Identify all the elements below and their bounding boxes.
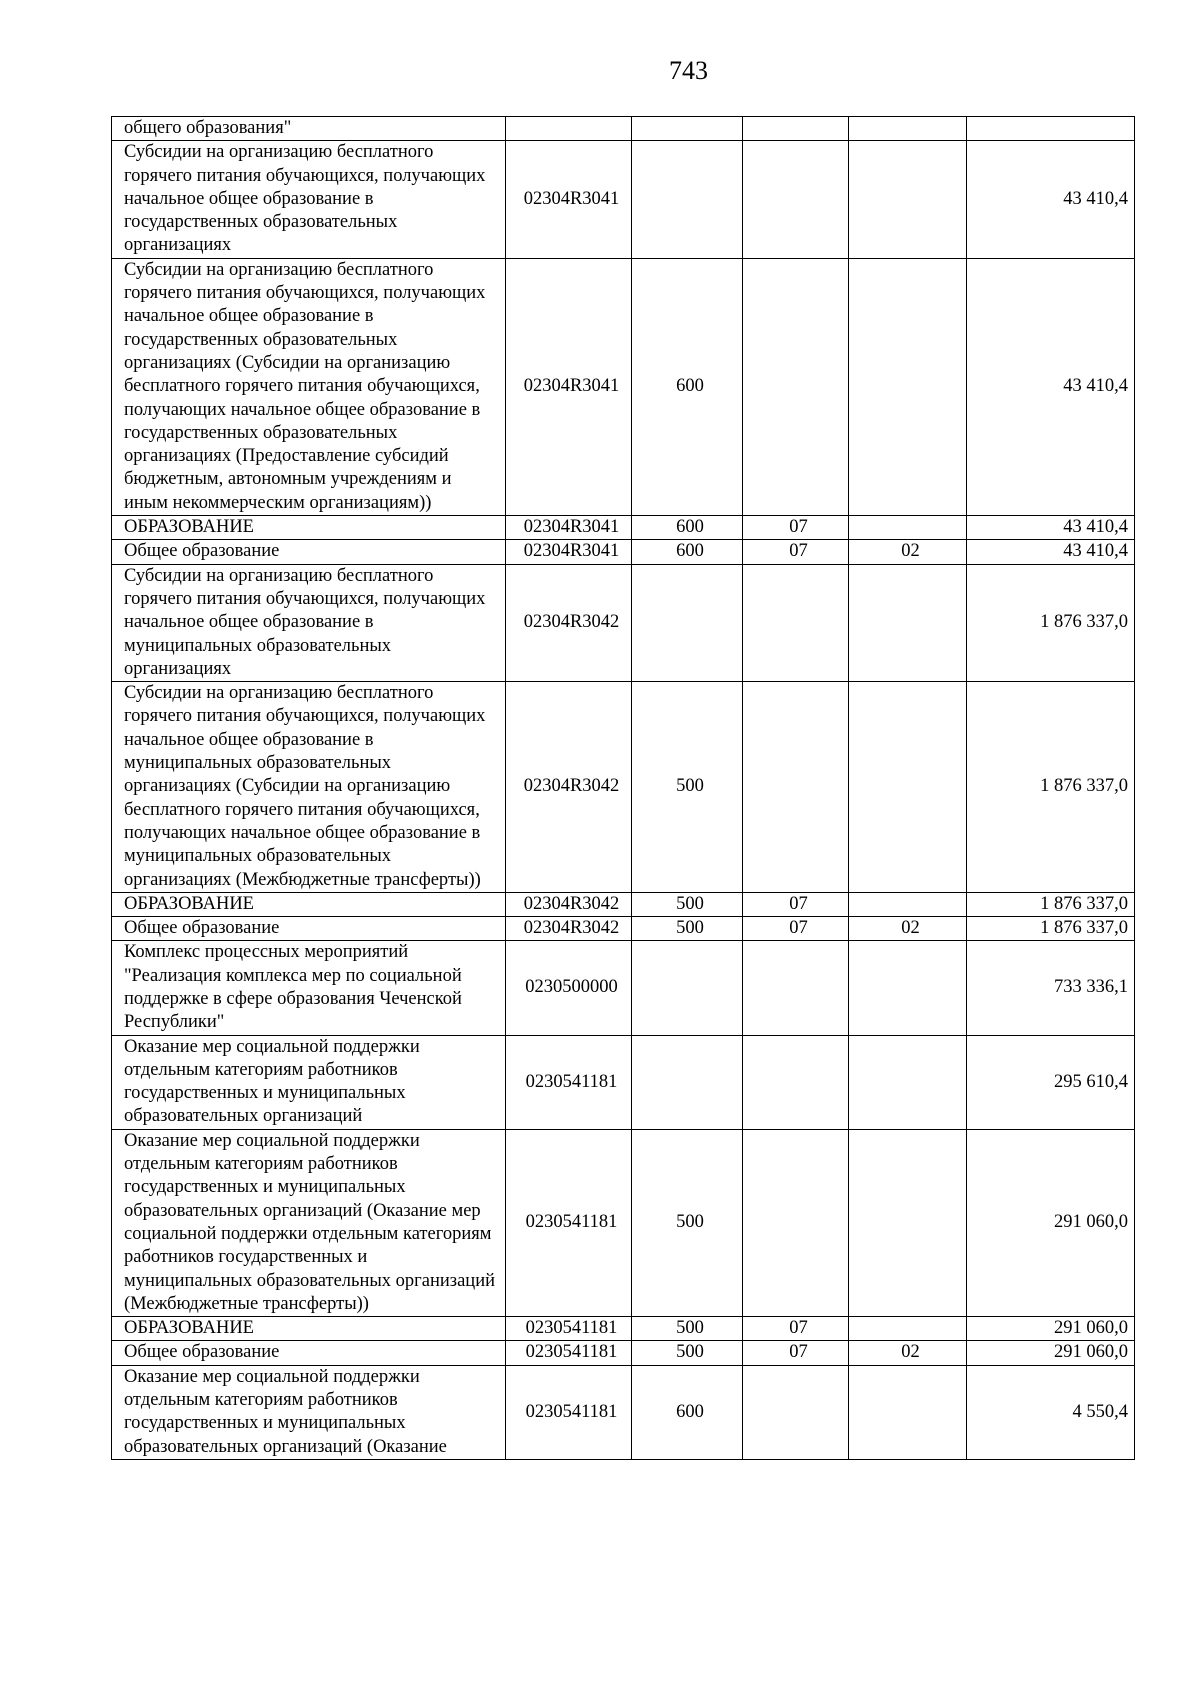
expense-name-cell: ОБРАЗОВАНИЕ: [112, 516, 506, 540]
amount-cell: 733 336,1: [967, 941, 1135, 1035]
target-code-cell: 0230541181: [506, 1341, 632, 1365]
section-cell: [743, 564, 849, 681]
table-row: [112, 1365, 1135, 1459]
expense-name-cell: Комплекс процессных мероприятий "Реализация комплекса мер по социальной поддержке в сфере образования Чеченской Республики": [112, 941, 506, 1035]
expense-name-cell: ОБРАЗОВАНИЕ: [112, 1317, 506, 1341]
expense-type-cell: 600: [632, 258, 743, 515]
subsection-cell: [849, 1035, 967, 1129]
target-code-cell: 02304R3041: [506, 516, 632, 540]
section-cell: 07: [743, 540, 849, 564]
expense-name-cell: Общее образование: [112, 540, 506, 564]
expense-name-cell: Субсидии на организацию бесплатного горячего питания обучающихся, получающих начальное общее образование в муниципальных образовательных организациях (Субсидии на организацию бесплатного горячего питания обучающихся, получающих начальное общее образование в муниципальных образовательных организациях (Межбюджетные трансферты)): [112, 682, 506, 893]
target-code-cell: 0230500000: [506, 941, 632, 1035]
budget-table: [111, 116, 1135, 1460]
table-row: [112, 1035, 1135, 1129]
amount-cell: 1 876 337,0: [967, 564, 1135, 681]
amount-cell: 43 410,4: [967, 258, 1135, 515]
table-row: [112, 917, 1135, 941]
subsection-cell: 02: [849, 1341, 967, 1365]
amount-cell: 43 410,4: [967, 516, 1135, 540]
amount-cell: 291 060,0: [967, 1317, 1135, 1341]
target-code-cell: 0230541181: [506, 1365, 632, 1459]
table-row: [112, 141, 1135, 258]
table-row: [112, 117, 1135, 141]
section-cell: [743, 1129, 849, 1316]
expense-name-cell: Оказание мер социальной поддержки отдельным категориям работников государственных и муниципальных образовательных организаций (Оказание: [112, 1365, 506, 1459]
section-cell: 07: [743, 516, 849, 540]
target-code-cell: 02304R3041: [506, 540, 632, 564]
table-row: [112, 941, 1135, 1035]
table-row: [112, 516, 1135, 540]
expense-type-cell: 600: [632, 516, 743, 540]
amount-cell: 4 550,4: [967, 1365, 1135, 1459]
target-code-cell: 0230541181: [506, 1035, 632, 1129]
subsection-cell: [849, 141, 967, 258]
amount-cell: 43 410,4: [967, 141, 1135, 258]
expense-type-cell: 600: [632, 540, 743, 564]
section-cell: 07: [743, 917, 849, 941]
section-cell: [743, 682, 849, 893]
expense-name-cell: Общее образование: [112, 917, 506, 941]
amount-cell: [967, 117, 1135, 141]
expense-type-cell: 500: [632, 1317, 743, 1341]
target-code-cell: 0230541181: [506, 1317, 632, 1341]
expense-name-cell: ОБРАЗОВАНИЕ: [112, 892, 506, 916]
table-row: [112, 258, 1135, 515]
expense-type-cell: [632, 941, 743, 1035]
subsection-cell: [849, 682, 967, 893]
target-code-cell: 02304R3042: [506, 892, 632, 916]
target-code-cell: 0230541181: [506, 1129, 632, 1316]
target-code-cell: 02304R3041: [506, 141, 632, 258]
subsection-cell: [849, 1129, 967, 1316]
subsection-cell: [849, 117, 967, 141]
amount-cell: 291 060,0: [967, 1341, 1135, 1365]
table-row: [112, 1317, 1135, 1341]
subsection-cell: [849, 1365, 967, 1459]
expense-name-cell: Субсидии на организацию бесплатного горячего питания обучающихся, получающих начальное общее образование в государственных образовательных организациях: [112, 141, 506, 258]
expense-type-cell: 600: [632, 1365, 743, 1459]
amount-cell: 1 876 337,0: [967, 917, 1135, 941]
subsection-cell: [849, 516, 967, 540]
expense-type-cell: 500: [632, 917, 743, 941]
expense-name-cell: Субсидии на организацию бесплатного горячего питания обучающихся, получающих начальное общее образование в государственных образовательных организациях (Субсидии на организацию бесплатного горячего питания обучающихся, получающих начальное общее образование в государственных образовательных организациях (Предоставление субсидий бюджетным, автономным учреждениям и иным некоммерческим организациям)): [112, 258, 506, 515]
expense-name-cell: Оказание мер социальной поддержки отдельным категориям работников государственных и муниципальных образовательных организаций: [112, 1035, 506, 1129]
subsection-cell: [849, 941, 967, 1035]
target-code-cell: 02304R3042: [506, 564, 632, 681]
section-cell: [743, 141, 849, 258]
subsection-cell: 02: [849, 917, 967, 941]
table-row: [112, 1129, 1135, 1316]
expense-type-cell: [632, 564, 743, 681]
amount-cell: 1 876 337,0: [967, 892, 1135, 916]
expense-type-cell: 500: [632, 1129, 743, 1316]
expense-type-cell: 500: [632, 1341, 743, 1365]
table-row: [112, 540, 1135, 564]
section-cell: [743, 117, 849, 141]
expense-type-cell: [632, 141, 743, 258]
section-cell: 07: [743, 892, 849, 916]
subsection-cell: [849, 892, 967, 916]
target-code-cell: 02304R3042: [506, 917, 632, 941]
page-number: 743: [669, 56, 708, 85]
expense-type-cell: 500: [632, 892, 743, 916]
amount-cell: 43 410,4: [967, 540, 1135, 564]
table-row: [112, 564, 1135, 681]
target-code-cell: 02304R3041: [506, 258, 632, 515]
section-cell: [743, 941, 849, 1035]
expense-type-cell: [632, 117, 743, 141]
section-cell: [743, 1365, 849, 1459]
table-row: [112, 682, 1135, 893]
subsection-cell: [849, 564, 967, 681]
amount-cell: 295 610,4: [967, 1035, 1135, 1129]
section-cell: 07: [743, 1341, 849, 1365]
subsection-cell: 02: [849, 540, 967, 564]
target-code-cell: 02304R3042: [506, 682, 632, 893]
expense-type-cell: [632, 1035, 743, 1129]
section-cell: 07: [743, 1317, 849, 1341]
expense-name-cell: общего образования": [112, 117, 506, 141]
expense-name-cell: Оказание мер социальной поддержки отдельным категориям работников государственных и муниципальных образовательных организаций (Оказание мер социальной поддержки отдельным категориям работников государственных и муниципальных образовательных организаций (Межбюджетные трансферты)): [112, 1129, 506, 1316]
table-row: [112, 892, 1135, 916]
expense-name-cell: Общее образование: [112, 1341, 506, 1365]
target-code-cell: [506, 117, 632, 141]
expense-type-cell: 500: [632, 682, 743, 893]
expense-name-cell: Субсидии на организацию бесплатного горячего питания обучающихся, получающих начальное общее образование в муниципальных образовательных организациях: [112, 564, 506, 681]
section-cell: [743, 1035, 849, 1129]
amount-cell: 291 060,0: [967, 1129, 1135, 1316]
subsection-cell: [849, 258, 967, 515]
section-cell: [743, 258, 849, 515]
amount-cell: 1 876 337,0: [967, 682, 1135, 893]
subsection-cell: [849, 1317, 967, 1341]
table-body: [112, 117, 1135, 1460]
table-row: [112, 1341, 1135, 1365]
